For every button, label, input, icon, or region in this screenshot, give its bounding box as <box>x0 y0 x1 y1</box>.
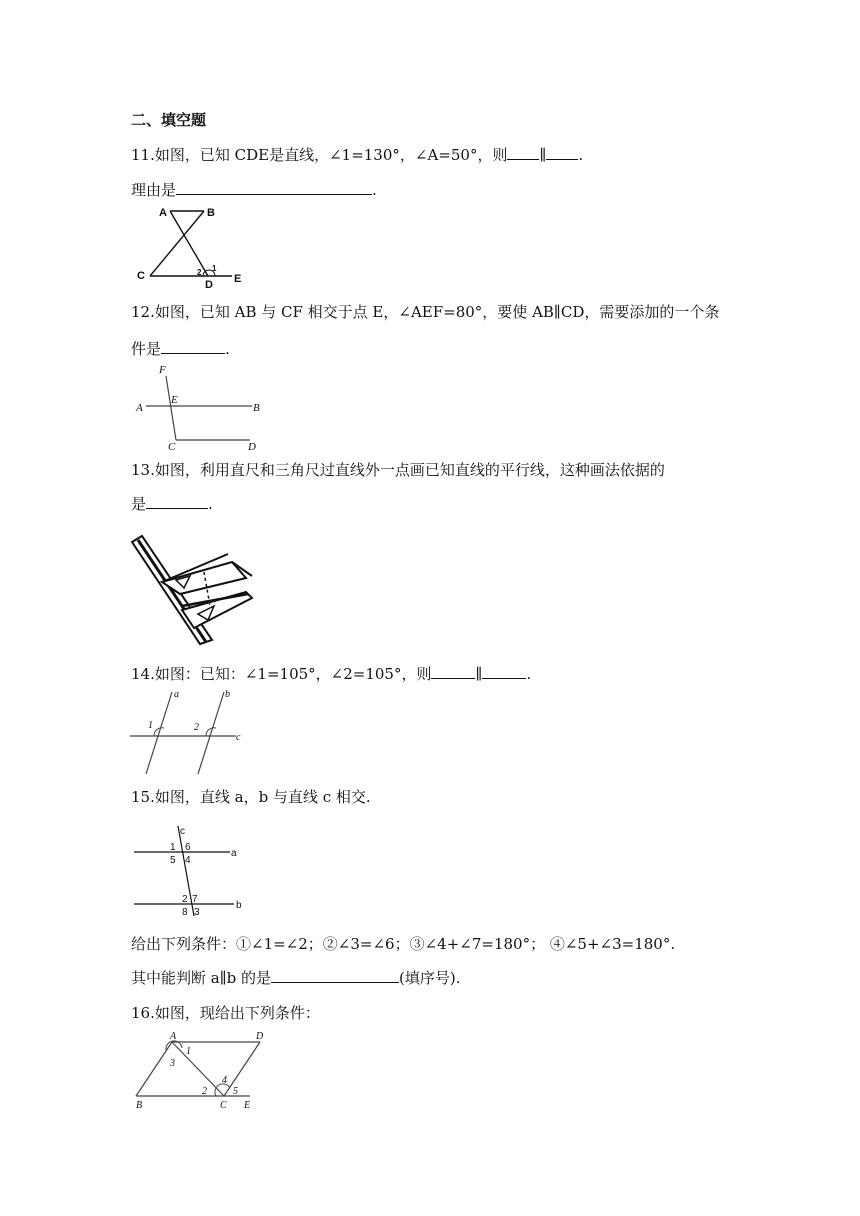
question-13: 13.如图，利用直尺和三角尺过直线外一点画已知直线的平行线，这种画法依据的 <box>131 461 665 479</box>
q15-angle-6: 6 <box>185 842 191 853</box>
q16-angle-2: 2 <box>202 1086 207 1097</box>
q13-line-2 <box>131 494 213 514</box>
q15-angle-2: 2 <box>182 894 188 905</box>
q13-ruler-triangle-figure <box>128 532 260 644</box>
q12-label-c: C <box>168 441 176 453</box>
q15-angle-7: 7 <box>192 894 198 905</box>
q12-prefix: 件是 <box>131 340 162 358</box>
q11-reason-label: 理由是 <box>131 181 177 199</box>
q16-label-a: A <box>170 1031 177 1042</box>
q13-prefix: 是 <box>131 495 147 513</box>
q11-angle-1: 1 <box>212 264 217 273</box>
q15-ask-suffix: (填序号). <box>399 969 461 987</box>
q12-label-f: F <box>159 364 166 376</box>
q14-label-a: a <box>174 689 179 700</box>
q12-label-d: D <box>248 441 256 453</box>
q12-blank[interactable] <box>161 339 225 354</box>
q14-figure <box>128 688 248 776</box>
q11-label-e: E <box>234 273 242 285</box>
question-15: 15.如图，直线 a，b 与直线 c 相交. <box>131 788 371 806</box>
q16-angle-1: 1 <box>186 1046 191 1057</box>
q12-label-e: E <box>171 394 178 406</box>
q13-blank[interactable] <box>146 494 208 509</box>
q15-label-c: c <box>180 826 185 837</box>
q15-angle-1: 1 <box>170 842 176 853</box>
q12-line-2 <box>131 339 230 359</box>
q14-text: 14.如图：已知：∠1=105°，∠2=105°，则 <box>131 665 432 683</box>
q15-ask-prefix: 其中能判断 a∥b 的是 <box>131 969 272 987</box>
q15-blank[interactable] <box>271 968 399 983</box>
q15-angle-8: 8 <box>182 907 188 918</box>
q16-angle-3: 3 <box>170 1058 175 1069</box>
q11-figure <box>130 203 250 289</box>
question-14 <box>131 664 531 684</box>
q16-label-c: C <box>220 1100 227 1111</box>
section-title: 二、填空题 <box>131 111 207 129</box>
question-16: 16.如图，现给出下列条件： <box>131 1004 320 1022</box>
q14-blank-1[interactable] <box>431 664 475 679</box>
q16-label-e: E <box>244 1100 251 1111</box>
q16-label-b: B <box>136 1100 143 1111</box>
q14-label-b: b <box>225 689 230 700</box>
q11-reason-line <box>131 180 377 200</box>
q15-label-b: b <box>236 900 242 911</box>
q15-figure <box>130 822 254 918</box>
q14-blank-2[interactable] <box>482 664 526 679</box>
q11-label-d: D <box>205 279 213 291</box>
q15-ask <box>131 968 461 988</box>
q11-blank-2[interactable] <box>546 145 578 160</box>
q14-angle-2: 2 <box>194 722 199 733</box>
q12-label-a: A <box>136 402 143 414</box>
q11-reason-blank[interactable] <box>176 180 372 195</box>
q14-label-c: c <box>236 732 241 743</box>
q11-period: . <box>578 146 584 164</box>
q16-angle-4: 4 <box>222 1075 227 1086</box>
q11-label-c: C <box>137 270 145 282</box>
q15-angle-5: 5 <box>170 855 176 866</box>
q11-label-a: A <box>159 207 167 219</box>
q16-angle-5: 5 <box>233 1086 238 1097</box>
q14-parallel-symbol: ∥ <box>475 665 483 683</box>
q16-figure <box>132 1028 262 1114</box>
q15-conditions: 给出下列条件：①∠1=∠2；②∠3=∠6；③∠4+∠7=180°； ④∠5+∠3=180°. <box>131 935 676 953</box>
q15-label-a: a <box>231 848 237 859</box>
q11-reason-period: . <box>372 181 377 199</box>
q12-figure <box>132 362 272 454</box>
q11-parallel-symbol: ∥ <box>539 146 547 164</box>
q14-period: . <box>526 665 532 683</box>
q12-period: . <box>225 340 230 358</box>
q11-label-b: B <box>207 207 215 219</box>
q11-blank-1[interactable] <box>507 145 539 160</box>
q11-angle-2: 2 <box>197 268 202 277</box>
q15-angle-3: 3 <box>194 907 200 918</box>
q15-angle-4: 4 <box>185 855 191 866</box>
q14-angle-1: 1 <box>148 720 153 731</box>
question-12: 12.如图，已知 AB 与 CF 相交于点 E，∠AEF=80°，要使 AB∥CD，需要添加的一个条 <box>131 303 720 321</box>
q16-label-d: D <box>256 1031 264 1042</box>
q11-text: 11.如图，已知 CDE是直线，∠1=130°，∠A=50°，则 <box>131 146 508 164</box>
question-11 <box>131 145 583 165</box>
q12-label-b: B <box>253 402 260 414</box>
q13-period: . <box>208 495 213 513</box>
